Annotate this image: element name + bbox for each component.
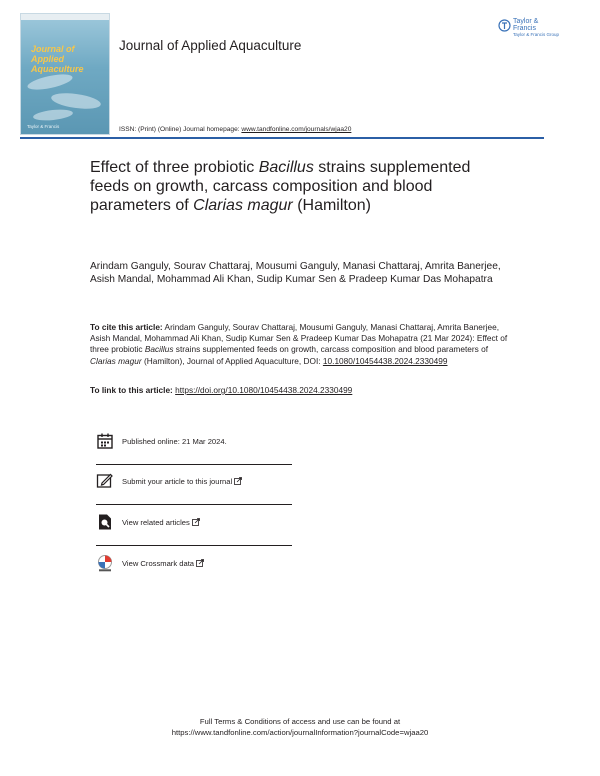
submit-article-label: Submit your article to this journal (122, 477, 242, 486)
header-divider (20, 137, 544, 139)
external-link-icon (192, 518, 200, 526)
terms-footer (0, 716, 600, 738)
citation-block: To cite this article: Arindam Ganguly, Sourav Chattaraj, Mousumi Ganguly, Manasi Chattaraj, Amrita Banerjee, Asish Mandal, Mohammad Ali Khan, Sudip Kumar Sen & Pradeep Kumar Das Mohapatra (21 Mar 2024): Effect of three probiotic Bacillus strains supplemented feeds on growth, carcass composition and blood parameters of Clarias magur (Hamilton), Journal of Applied Aquaculture, DOI: 10.1080/10454438.2024.2330499 (90, 322, 508, 366)
link-label: To link to this article: (90, 385, 176, 395)
article-authors: Arindam Ganguly, Sourav Chattaraj, Mousumi Ganguly, Manasi Chattaraj, Amrita Banerjee, Asish Mandal, Mohammad Ali Khan, Sudip Kumar Sen & Pradeep Kumar Das Mohapatra (90, 261, 501, 286)
crossmark-label: View Crossmark data (122, 559, 204, 568)
published-online-text: Published online: 21 Mar 2024. (122, 437, 227, 446)
issn-line: ISSN: (Print) (Online) Journal homepage: www.tandfonline.com/journals/wjaa20 (119, 126, 352, 133)
cover-publisher-mark: Taylor & Francis (27, 124, 60, 129)
publisher-logo-line2: Taylor & Francis Group (513, 32, 560, 37)
journal-title[interactable]: Journal of Applied Aquaculture (119, 38, 302, 53)
cover-journal-name: Journal of Applied Aquaculture (31, 44, 84, 74)
citation-label: To cite this article: (90, 322, 163, 332)
external-link-icon (196, 559, 204, 567)
publisher-logo-icon (498, 19, 511, 32)
publisher-logo-line1: Taylor & Francis (513, 18, 539, 32)
crossmark-icon (96, 554, 114, 572)
article-doi-url[interactable]: https://doi.org/10.1080/10454438.2024.2330499 (175, 385, 353, 395)
pencil-icon (96, 472, 114, 490)
publisher-logo[interactable] (498, 18, 560, 37)
links-divider (96, 545, 292, 546)
journal-homepage-link[interactable]: www.tandfonline.com/journals/wjaa20 (241, 126, 352, 133)
related-articles-label: View related articles (122, 518, 200, 527)
terms-footer-line1: Full Terms & Conditions of access and use can be found at (199, 717, 401, 726)
terms-footer-link[interactable]: https://www.tandfonline.com/action/journalInformation?journalCode=wjaa20 (171, 728, 429, 737)
doi-link[interactable]: 10.1080/10454438.2024.2330499 (322, 355, 448, 366)
document-search-icon (96, 513, 114, 531)
links-divider (96, 464, 292, 465)
journal-cover-image (20, 13, 110, 135)
calendar-icon (96, 432, 114, 450)
article-title: Effect of three probiotic Bacillus strains supplemented feeds on growth, carcass composition and blood parameters of Clarias magur (Hamilton) (90, 159, 471, 214)
external-link-icon (234, 477, 242, 485)
links-divider (96, 504, 292, 505)
article-link-line (90, 385, 510, 395)
